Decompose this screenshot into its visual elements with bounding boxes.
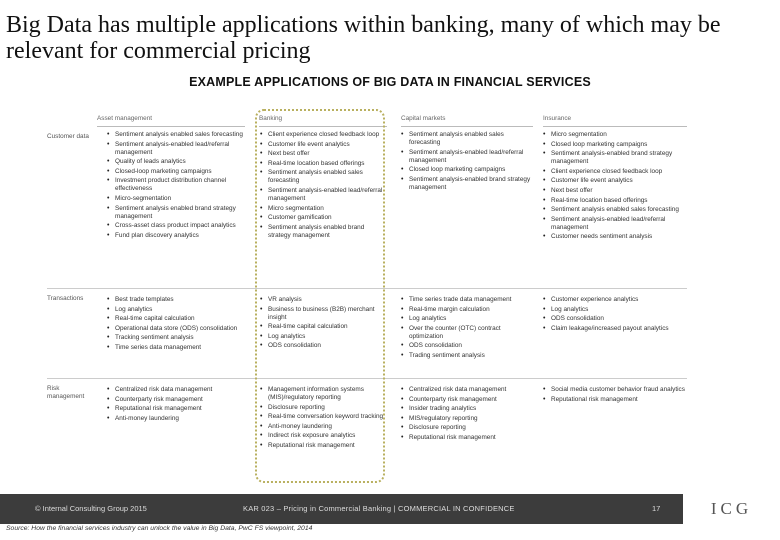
list-item: • Reputational risk management bbox=[107, 405, 253, 413]
banking-highlight-box bbox=[255, 109, 385, 483]
list-item: • Sentiment analysis enabled sales forecasting bbox=[401, 131, 535, 147]
list-item: • Sentiment analysis enabled sales forecasting bbox=[260, 169, 388, 185]
list-item: • Cross-asset class product impact analytics bbox=[107, 222, 253, 230]
list-item: • Anti-money laundering bbox=[107, 415, 253, 423]
list-item: • VR analysis bbox=[260, 296, 388, 304]
list-item: • Real-time capital calculation bbox=[107, 315, 253, 323]
list-item: • Counterparty risk management bbox=[107, 396, 253, 404]
list-item: • Next best offer bbox=[543, 187, 687, 195]
list-item: • Disclosure reporting bbox=[260, 404, 388, 412]
list-item: • Micro-segmentation bbox=[107, 195, 253, 203]
list-item: • Customer life event analytics bbox=[543, 177, 687, 185]
list-item: • Reputational risk management bbox=[260, 442, 388, 450]
list-item: • Sentiment analysis-enabled lead/referral management bbox=[543, 216, 687, 232]
list-item: • Sentiment analysis enabled brand strategy management bbox=[107, 205, 253, 221]
list-item: • Investment product distribution channel effectiveness bbox=[107, 177, 253, 193]
list-item: • Client experience closed feedback loop bbox=[543, 168, 687, 176]
list-item: • Sentiment analysis-enabled lead/referral management bbox=[107, 141, 253, 157]
row-label-risk: Risk management bbox=[47, 385, 85, 400]
list-item: • Trading sentiment analysis bbox=[401, 352, 535, 360]
footer-document-label: KAR 023 – Pricing in Commercial Banking | COMMERCIAL IN CONFIDENCE bbox=[243, 504, 515, 513]
slide-title: Big Data has multiple applications within banking, many of which may be relevant for commercial pricing bbox=[6, 12, 721, 64]
list-item: • Real-time location based offerings bbox=[543, 197, 687, 205]
list-item: • Sentiment analysis-enabled brand strategy management bbox=[401, 176, 535, 192]
list-item: • Real-time conversation keyword tracking bbox=[260, 413, 388, 421]
list-item: • Customer needs sentiment analysis bbox=[543, 233, 687, 241]
list-item: • Reputational risk management bbox=[401, 434, 535, 442]
list-item: • Real-time margin calculation bbox=[401, 306, 535, 314]
list-item: • ODS consolidation bbox=[401, 342, 535, 350]
col-header-banking: Banking bbox=[259, 112, 387, 127]
cell-transactions-insurance bbox=[543, 296, 687, 334]
list-item: • Anti-money laundering bbox=[260, 423, 388, 431]
footer-bar bbox=[0, 494, 780, 524]
list-item: • ODS consolidation bbox=[543, 315, 687, 323]
icg-logo: ICG bbox=[683, 494, 780, 524]
list-item: • Sentiment analysis-enabled brand strategy management bbox=[543, 150, 687, 166]
list-item: • Sentiment analysis enabled brand strategy management bbox=[260, 224, 388, 240]
list-item: • Fund plan discovery analytics bbox=[107, 232, 253, 240]
cell-transactions-capital bbox=[401, 296, 535, 362]
list-item: • Management information systems (MIS)/regulatory reporting bbox=[260, 386, 388, 402]
list-item: • Social media customer behavior fraud analytics bbox=[543, 386, 687, 394]
row-label-customer: Customer data bbox=[47, 133, 89, 140]
list-item: • Real-time location based offerings bbox=[260, 160, 388, 168]
cell-customer-asset bbox=[107, 131, 253, 241]
list-item: • MIS/regulatory reporting bbox=[401, 415, 535, 423]
page-number: 17 bbox=[652, 504, 661, 513]
source-note: Source: How the financial services industry can unlock the value in Big Data, PwC FS viewpoint, 2014 bbox=[6, 525, 313, 532]
list-item: • Customer experience analytics bbox=[543, 296, 687, 304]
list-item: • Log analytics bbox=[401, 315, 535, 323]
list-item: • Log analytics bbox=[260, 333, 388, 341]
list-item: • Centralized risk data management bbox=[401, 386, 535, 394]
list-item: • Log analytics bbox=[543, 306, 687, 314]
list-item: • Sentiment analysis-enabled lead/referral management bbox=[401, 149, 535, 165]
list-item: • Closed loop marketing campaigns bbox=[401, 166, 535, 174]
footer-copyright: © Internal Consulting Group 2015 bbox=[35, 504, 147, 513]
col-header-asset: Asset management bbox=[97, 112, 245, 127]
list-item: • Disclosure reporting bbox=[401, 424, 535, 432]
list-item: • Next best offer bbox=[260, 150, 388, 158]
list-item: • Closed-loop marketing campaigns bbox=[107, 168, 253, 176]
list-item: • Operational data store (ODS) consolidation bbox=[107, 325, 253, 333]
list-item: • Client experience closed feedback loop bbox=[260, 131, 388, 139]
row-label-transactions: Transactions bbox=[47, 295, 84, 302]
list-item: • Micro segmentation bbox=[260, 205, 388, 213]
list-item: • Customer gamification bbox=[260, 214, 388, 222]
list-item: • Time series data management bbox=[107, 344, 253, 352]
list-item: • Business to business (B2B) merchant insight bbox=[260, 306, 388, 322]
list-item: • ODS consolidation bbox=[260, 342, 388, 350]
cell-risk-capital bbox=[401, 386, 535, 444]
cell-customer-insurance bbox=[543, 131, 687, 243]
list-item: • Real-time capital calculation bbox=[260, 323, 388, 331]
list-item: • Indirect risk exposure analytics bbox=[260, 432, 388, 440]
list-item: • Sentiment analysis enabled sales forecasting bbox=[543, 206, 687, 214]
col-header-insurance: Insurance bbox=[543, 112, 687, 127]
list-item: • Best trade templates bbox=[107, 296, 253, 304]
list-item: • Over the counter (OTC) contract optimization bbox=[401, 325, 535, 341]
list-item: • Closed loop marketing campaigns bbox=[543, 141, 687, 149]
col-header-capital: Capital markets bbox=[401, 112, 533, 127]
list-item: • Insider trading analytics bbox=[401, 405, 535, 413]
cell-customer-capital bbox=[401, 131, 535, 193]
list-item: • Log analytics bbox=[107, 306, 253, 314]
cell-risk-asset bbox=[107, 386, 253, 424]
list-item: • Reputational risk management bbox=[543, 396, 687, 404]
list-item: • Centralized risk data management bbox=[107, 386, 253, 394]
list-item: • Tracking sentiment analysis bbox=[107, 334, 253, 342]
list-item: • Claim leakage/increased payout analytics bbox=[543, 325, 687, 333]
list-item: • Sentiment analysis-enabled lead/referral management bbox=[260, 187, 388, 203]
list-item: • Counterparty risk management bbox=[401, 396, 535, 404]
chart-subtitle: EXAMPLE APPLICATIONS OF BIG DATA IN FINANCIAL SERVICES bbox=[189, 75, 591, 89]
list-item: • Time series trade data management bbox=[401, 296, 535, 304]
list-item: • Sentiment analysis enabled sales forecasting bbox=[107, 131, 253, 139]
cell-risk-insurance bbox=[543, 386, 687, 405]
list-item: • Quality of leads analytics bbox=[107, 158, 253, 166]
cell-transactions-asset bbox=[107, 296, 253, 354]
list-item: • Micro segmentation bbox=[543, 131, 687, 139]
list-item: • Customer life event analytics bbox=[260, 141, 388, 149]
